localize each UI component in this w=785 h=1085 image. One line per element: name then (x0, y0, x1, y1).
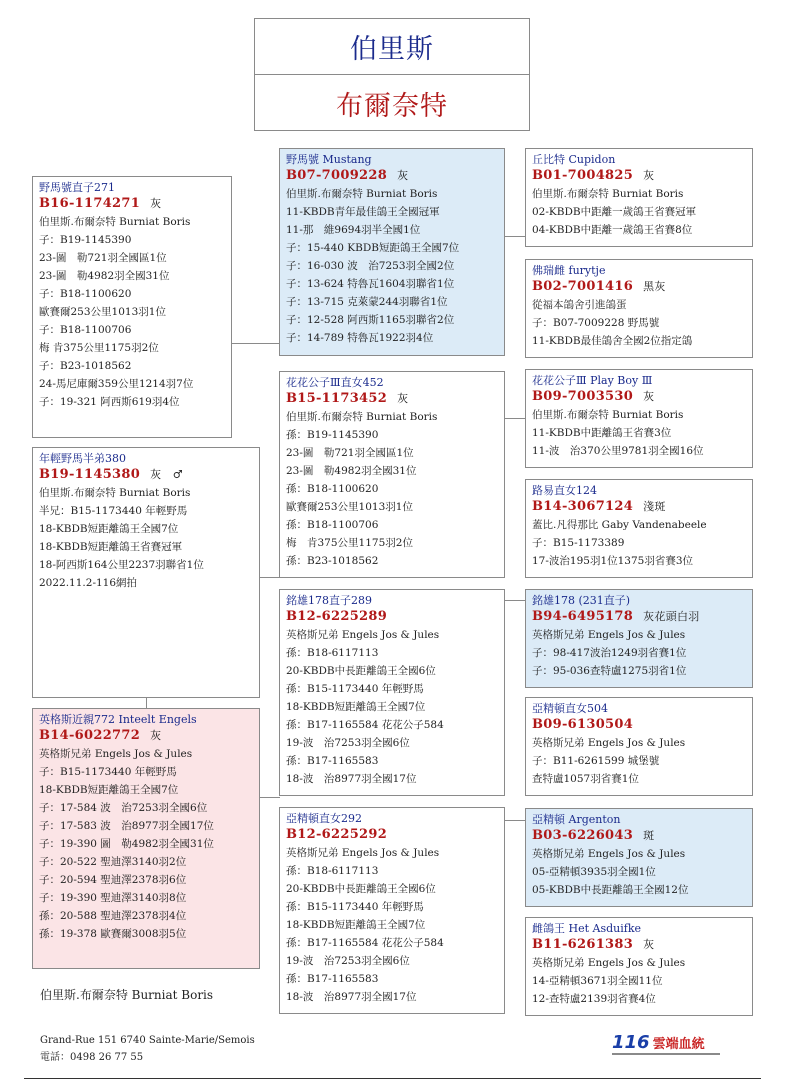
card-line: 02-KBDB中距離一歲鴿王省賽冠軍 (532, 206, 697, 218)
pigeon-name: 花花公子Ⅲ Play Boy Ⅲ (532, 374, 653, 387)
card-line: 查特盧1057羽省賽1位 (532, 773, 639, 785)
sire-dam-dam-card (525, 479, 753, 578)
pigeon-name: 年輕野馬半弟380 (39, 452, 126, 465)
pigeon-name: 亞精頓直女292 (286, 812, 362, 825)
card-line: 子：14-789 特魯瓦1922羽4位 (286, 332, 434, 344)
card-line: 18-KBDB短距離鴿王全國7位 (39, 784, 179, 796)
sire-sire-dam-card (525, 259, 753, 358)
pigeon-name: 花花公子Ⅲ直女452 (286, 376, 384, 389)
card-line: 11-KBDB最佳鴿舍全國2位指定鴿 (532, 335, 693, 347)
pigeon-name: 亞精頓 Argenton (532, 813, 621, 826)
card-line: 伯里斯.布爾奈特 Burniat Boris (286, 411, 438, 423)
card-line: 子：19-321 阿西斯619羽4位 (39, 396, 180, 408)
card-line: 23-圖 勒4982羽全國31位 (39, 270, 170, 282)
card-line: 20-KBDB中長距離鴿王全國6位 (286, 883, 436, 895)
pigeon-name: 野馬號 Mustang (286, 153, 372, 166)
connector-line (504, 600, 526, 601)
pigeon-name: 丘比特 Cupidon (532, 153, 616, 166)
card-line: 子：B23-1018562 (39, 360, 132, 372)
card-line: 子：15-440 KBDB短距鴿王全國7位 (286, 242, 460, 254)
pigeon-color: 灰 ♂ (150, 468, 183, 481)
card-line: 18-阿西斯164公里2237羽聯省1位 (39, 559, 204, 571)
card-line: 12-查特盧2139羽省賽4位 (532, 993, 656, 1005)
card-line: 孫：B19-1145390 (286, 429, 379, 441)
connector-line (259, 797, 280, 798)
pigeon-color: 灰 (643, 390, 655, 403)
card-line: 子：B15-1173389 (532, 537, 625, 549)
logo-text: 雲端血統 (652, 1037, 705, 1052)
dam-sire-sire-card (525, 589, 753, 688)
card-line: 子：98-417波治1249羽省賽1位 (532, 647, 687, 659)
card-line: 孫：B18-6117113 (286, 647, 379, 659)
title-box (254, 18, 530, 131)
dam-dam-card (279, 807, 505, 1014)
card-line: 子：B07-7009228 野馬號 (532, 317, 660, 329)
card-line: 孫：B15-1173440 年輕野馬 (286, 901, 424, 913)
card-line: 11-波 治370公里9781羽全國16位 (532, 445, 704, 457)
dam-sire-card (279, 589, 505, 796)
card-line: 11-那 維9694羽半全國1位 (286, 224, 421, 236)
sire-sire-card (279, 148, 505, 356)
logo-underline (612, 1053, 720, 1055)
card-line: 伯里斯.布爾奈特 Burniat Boris (532, 409, 684, 421)
card-line: 19-波 治7253羽全國6位 (286, 955, 410, 967)
card-line: 05-亞精頓3935羽全國1位 (532, 866, 656, 878)
card-line: 子：20-594 聖迪澤2378羽6位 (39, 874, 187, 886)
connector-line (504, 418, 526, 419)
ring-number: B12-6225289 (286, 609, 388, 624)
card-line: 孫：B18-1100706 (286, 519, 379, 531)
footer-phone: 電話：0498 26 77 55 (40, 1052, 144, 1063)
footer-address: Grand-Rue 151 6740 Sainte-Marie/Semois (40, 1035, 255, 1046)
brother-card (32, 447, 260, 698)
pigeon-color: 灰 (150, 197, 162, 210)
card-line: 孫：B18-6117113 (286, 865, 379, 877)
card-line: 梅 肯375公里1175羽2位 (286, 537, 413, 549)
card-line: 子：17-584 波 治7253羽全國6位 (39, 802, 208, 814)
card-line: 子：B15-1173440 年輕野馬 (39, 766, 177, 778)
ring-number: B16-1174271 (39, 196, 141, 211)
card-line: 英格斯兄弟 Engels Jos & Jules (39, 748, 193, 760)
pigeon-name: 佛瑞雌 furytje (532, 264, 606, 277)
card-line: 子：19-390 圖 勒4982羽全國31位 (39, 838, 214, 850)
ring-number: B01-7004825 (532, 168, 634, 183)
pigeon-color: 斑 (643, 829, 655, 842)
card-line: 子：13-715 克萊蒙244羽聯省1位 (286, 296, 448, 308)
connector-line (504, 820, 526, 821)
card-line: 18-KBDB短距離鴿王全國7位 (39, 523, 179, 535)
ring-number: B94-6495178 (532, 609, 634, 624)
card-line: 18-KBDB短距離鴿王省賽冠軍 (39, 541, 183, 553)
card-line: 子：13-624 特魯瓦1604羽聯省1位 (286, 278, 455, 290)
card-line: 梅 肯375公里1175羽2位 (39, 342, 159, 354)
card-line: 18-KBDB短距離鴿王全國7位 (286, 919, 426, 931)
logo-number: 116 (612, 1032, 650, 1053)
card-line: 18-KBDB短距離鴿王全國7位 (286, 701, 426, 713)
dam-dam-sire-card (525, 808, 753, 907)
card-line: 孫：20-588 聖迪澤2378羽4位 (39, 910, 187, 922)
card-line: 11-KBDB青年最佳鴿王全國冠軍 (286, 206, 440, 218)
card-line: 伯里斯.布爾奈特 Burniat Boris (39, 487, 191, 499)
ring-number: B02-7001416 (532, 279, 634, 294)
pigeon-name: 雌鴿王 Het Asduifke (532, 922, 641, 935)
connector-line (259, 577, 280, 578)
card-line: 11-KBDB中距離鴿王省賽3位 (532, 427, 672, 439)
pigeon-color: 灰 (397, 169, 409, 182)
sire-card (32, 176, 232, 438)
title-first: 伯里斯 (255, 19, 529, 75)
connector-line (146, 697, 147, 708)
pigeon-color: 灰 (397, 392, 409, 405)
card-line: 孫：B23-1018562 (286, 555, 379, 567)
connector-line (504, 236, 526, 237)
pigeon-color: 淺斑 (643, 500, 666, 513)
card-line: 子：B18-1100706 (39, 324, 132, 336)
card-line: 英格斯兄弟 Engels Jos & Jules (532, 629, 686, 641)
bottom-divider (24, 1078, 761, 1079)
card-line: 子：17-583 波 治8977羽全國17位 (39, 820, 214, 832)
card-line: 20-KBDB中長距離鴿王全國6位 (286, 665, 436, 677)
card-line: 04-KBDB中距離一歲鴿王省賽8位 (532, 224, 693, 236)
sire-sire-sire-card (525, 148, 753, 247)
card-line: 孫：B17-1165583 (286, 755, 379, 767)
pigeon-name: 路易直女124 (532, 484, 597, 497)
card-line: 子：20-522 聖迪澤3140羽2位 (39, 856, 187, 868)
card-line: 17-波治195羽1位1375羽省賽3位 (532, 555, 694, 567)
card-line: 半兄：B15-1173440 年輕野馬 (39, 505, 188, 517)
card-line: 23-圖 勒4982羽全國31位 (286, 465, 417, 477)
ring-number: B03-6226043 (532, 828, 634, 843)
ring-number: B14-3067124 (532, 499, 634, 514)
pigeon-color: 灰花頭白羽 (643, 610, 700, 623)
ring-number: B09-6130504 (532, 717, 634, 732)
dam-sire-dam-card (525, 697, 753, 796)
pigeon-name: 銘雄178直子289 (286, 594, 372, 607)
pigeon-name: 野馬號直子271 (39, 181, 115, 194)
title-second: 布爾奈特 (336, 90, 448, 122)
card-line: 歐賽爾253公里1013羽1位 (286, 501, 413, 513)
card-line: 從福本鴿舍引進鴿蛋 (532, 299, 627, 311)
card-line: 子：B11-6261599 城堡號 (532, 755, 660, 767)
card-line: 23-圖 勒721羽全國區1位 (39, 252, 167, 264)
footer-contact (40, 1032, 255, 1066)
card-line: 歐賽爾253公里1013羽1位 (39, 306, 166, 318)
card-line: 英格斯兄弟 Engels Jos & Jules (286, 629, 440, 641)
card-line: 伯里斯.布爾奈特 Burniat Boris (532, 188, 684, 200)
card-line: 蓋比.凡得那比 Gaby Vandenabeele (532, 519, 707, 531)
site-logo (612, 1032, 705, 1053)
card-line: 子：B19-1145390 (39, 234, 132, 246)
sire-dam-sire-card (525, 369, 753, 468)
card-line: 孫：B17-1165583 (286, 973, 379, 985)
card-line: 孫：B17-1165584 花花公子584 (286, 719, 444, 731)
card-line: 子：95-036查特盧1275羽省1位 (532, 665, 687, 677)
connector-line (231, 343, 280, 344)
card-line: 18-波 治8977羽全國17位 (286, 773, 417, 785)
card-line: 24-馬尼庫爾359公里1214羽7位 (39, 378, 194, 390)
card-line: 14-亞精頓3671羽全國11位 (532, 975, 663, 987)
card-line: 19-波 治7253羽全國6位 (286, 737, 410, 749)
ring-number: B14-6022772 (39, 728, 141, 743)
card-line: 2022.11.2-116網拍 (39, 577, 138, 589)
pigeon-color: 灰 (643, 938, 655, 951)
pigeon-name: 亞精頓直女504 (532, 702, 608, 715)
ring-number: B12-6225292 (286, 827, 388, 842)
ring-number: B09-7003530 (532, 389, 634, 404)
card-line: 子：12-528 阿西斯1165羽聯省2位 (286, 314, 455, 326)
dam-dam-dam-card (525, 917, 753, 1016)
card-line: 伯里斯.布爾奈特 Burniat Boris (39, 216, 191, 228)
card-line: 孫：19-378 歐賽爾3008羽5位 (39, 928, 187, 940)
ring-number: B11-6261383 (532, 937, 634, 952)
card-line: 孫：B15-1173440 年輕野馬 (286, 683, 424, 695)
pigeon-color: 灰 (150, 729, 162, 742)
ring-number: B07-7009228 (286, 168, 388, 183)
pigeon-name: 英格斯近親772 Inteelt Engels (39, 713, 197, 726)
card-line: 孫：B17-1165584 花花公子584 (286, 937, 444, 949)
card-line: 英格斯兄弟 Engels Jos & Jules (532, 737, 686, 749)
owner-name: 伯里斯.布爾奈特 Burniat Boris (40, 988, 214, 1002)
card-line: 英格斯兄弟 Engels Jos & Jules (532, 957, 686, 969)
card-line: 英格斯兄弟 Engels Jos & Jules (286, 847, 440, 859)
card-line: 子：B18-1100620 (39, 288, 132, 300)
pigeon-color: 灰 (643, 169, 655, 182)
card-line: 伯里斯.布爾奈特 Burniat Boris (286, 188, 438, 200)
ring-number: B15-1173452 (286, 391, 388, 406)
pigeon-name: 銘雄178 (231直子) (532, 594, 631, 607)
card-line: 孫：B18-1100620 (286, 483, 379, 495)
pigeon-color: 黑灰 (643, 280, 666, 293)
card-line: 子：19-390 聖迪澤3140羽8位 (39, 892, 187, 904)
card-line: 18-波 治8977羽全國17位 (286, 991, 417, 1003)
card-line: 英格斯兄弟 Engels Jos & Jules (532, 848, 686, 860)
sire-dam-card (279, 371, 505, 578)
card-line: 子：16-030 波 治7253羽全國2位 (286, 260, 455, 272)
card-line: 23-圖 勒721羽全國區1位 (286, 447, 414, 459)
dam-card (32, 708, 260, 969)
ring-number: B19-1145380 (39, 467, 141, 482)
card-line: 05-KBDB中長距離鴿王全國12位 (532, 884, 689, 896)
